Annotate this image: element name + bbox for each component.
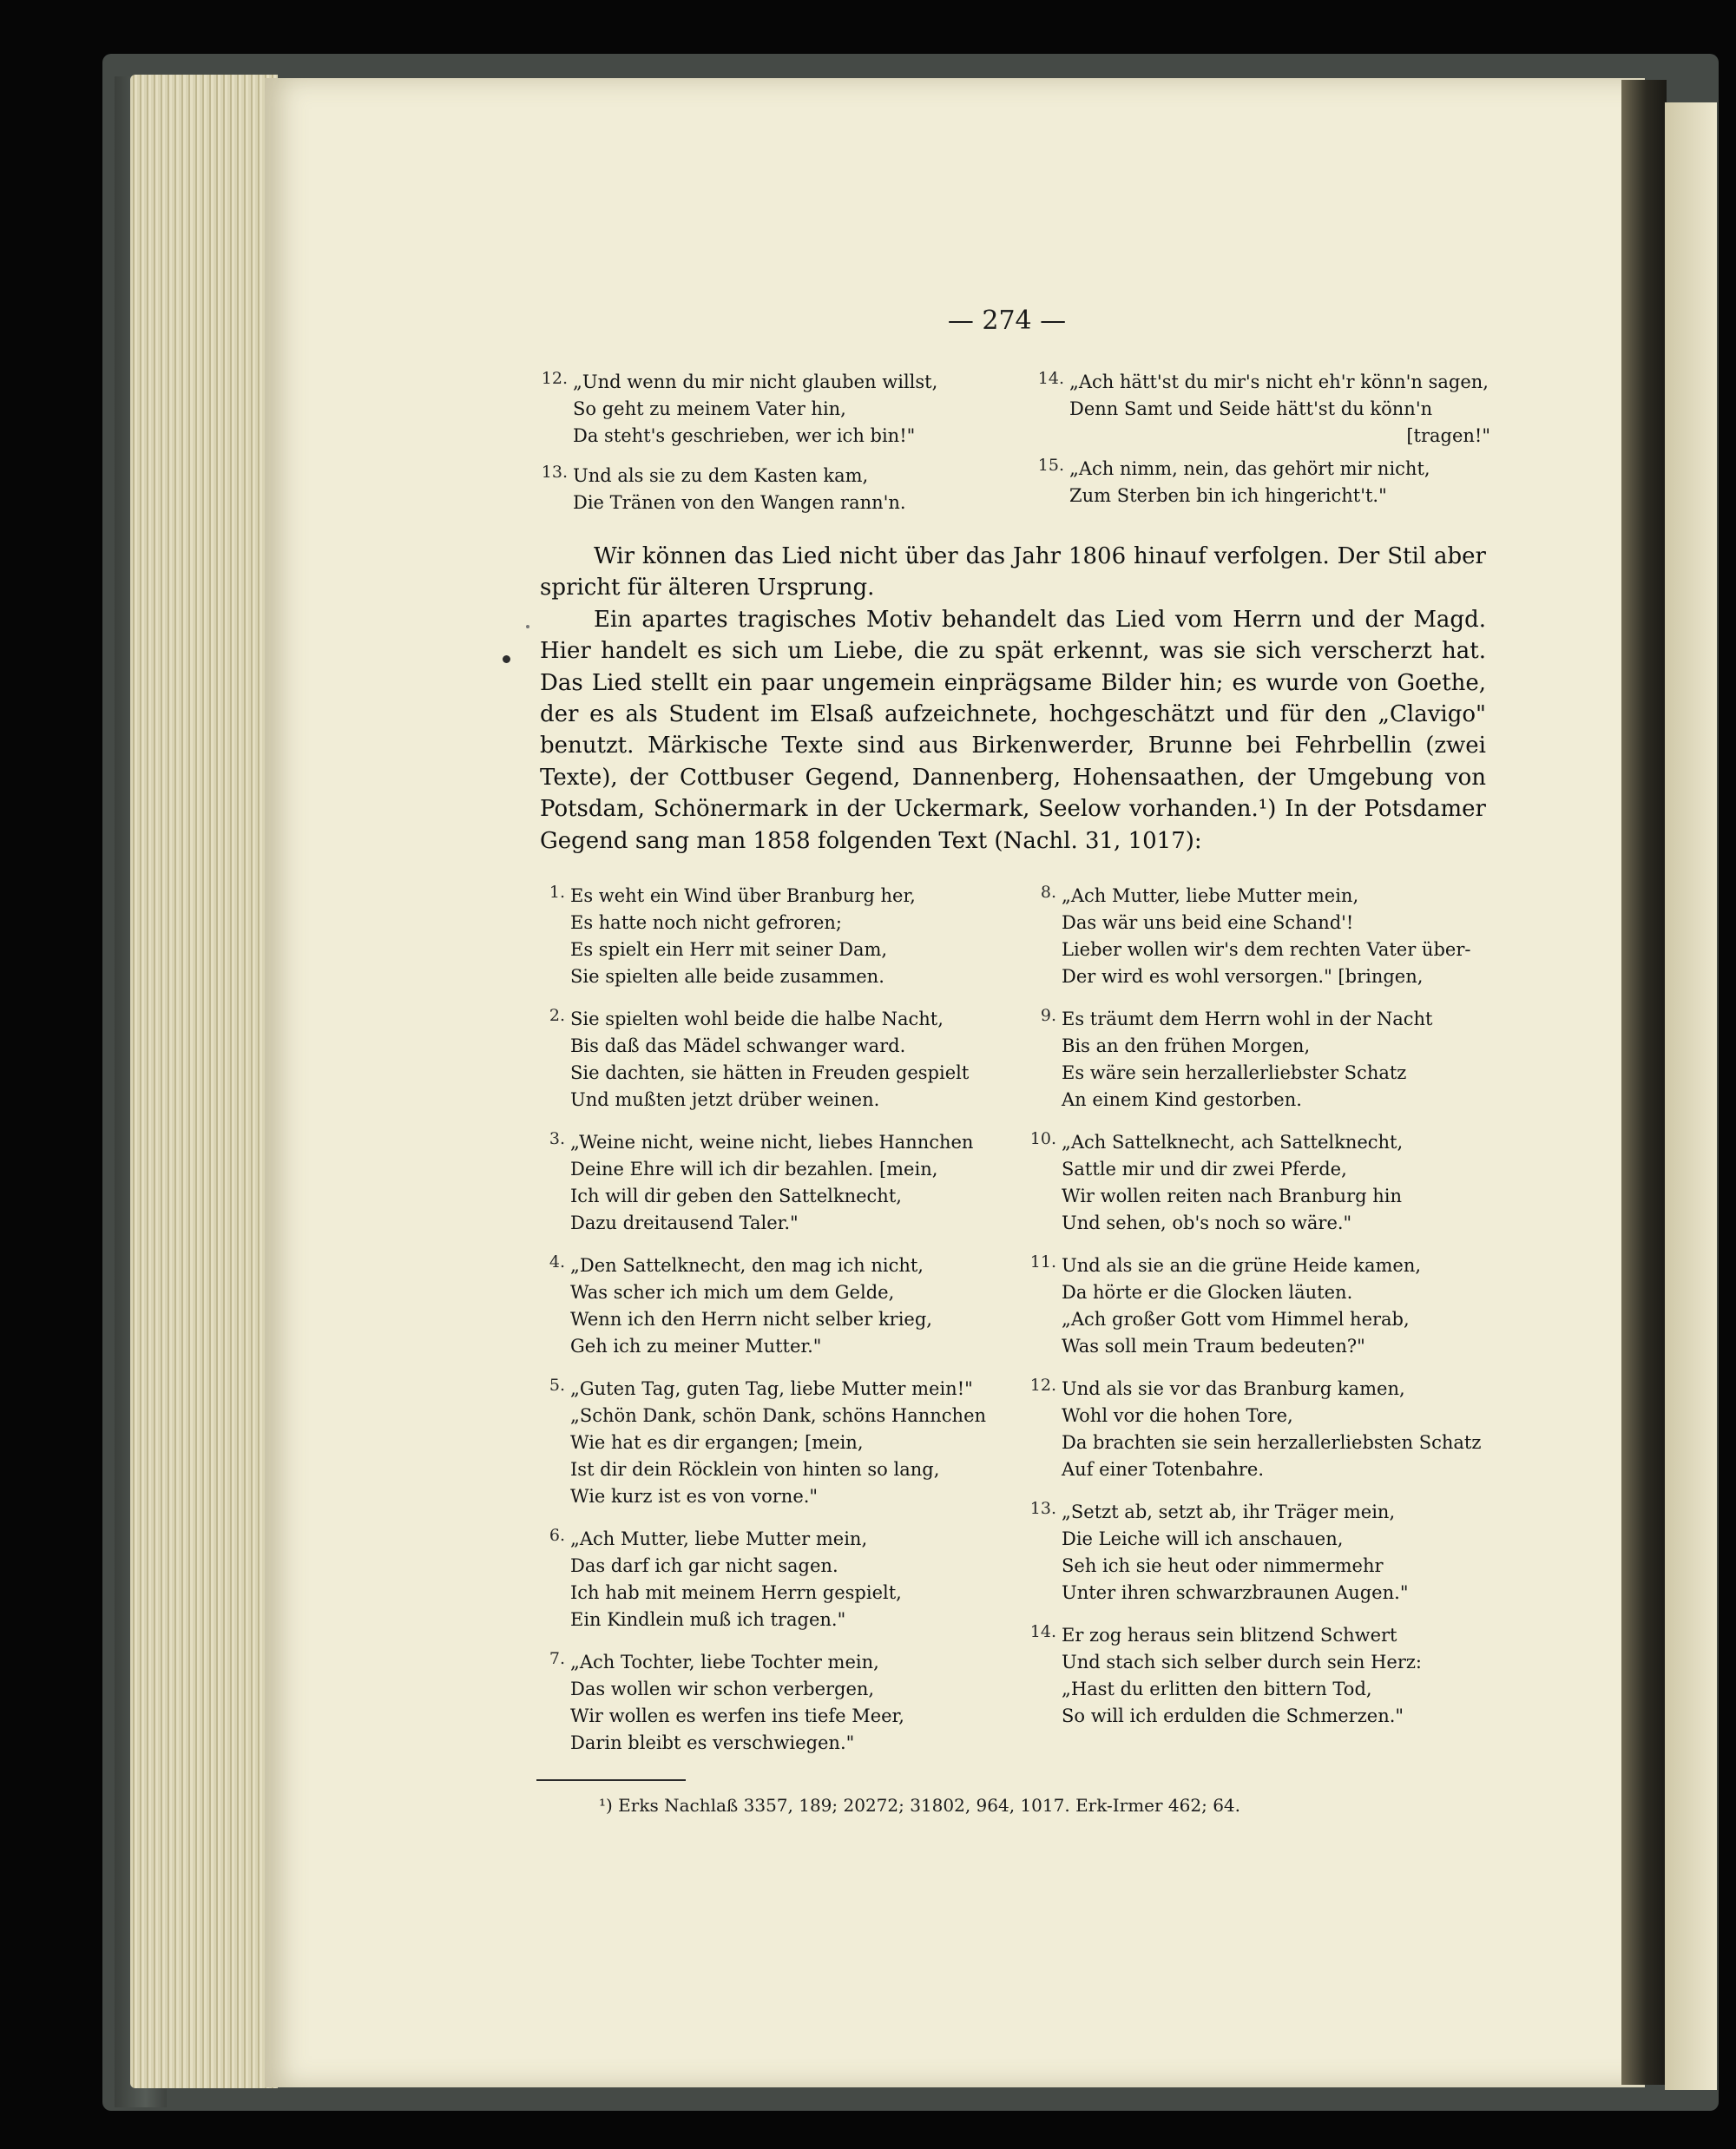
verse-line: „Schön Dank, schön Dank, schöns Hannchen bbox=[570, 1405, 987, 1426]
verse-line: „Guten Tag, guten Tag, liebe Mutter mein!" bbox=[570, 1378, 973, 1399]
verse-line: Da hörte er die Glocken läuten. bbox=[1062, 1282, 1353, 1303]
verse-line: „Ach Mutter, liebe Mutter mein, bbox=[570, 1528, 868, 1549]
verse-line: Das darf ich gar nicht sagen. bbox=[570, 1555, 838, 1576]
verse-line: Wir wollen es werfen ins tiefe Meer, bbox=[570, 1705, 904, 1726]
verse bbox=[1040, 883, 1483, 990]
verse-line: Lieber wollen wir's dem rechten Vater über- bbox=[1062, 939, 1471, 960]
verse-line: „Ach großer Gott vom Himmel herab, bbox=[1062, 1309, 1410, 1330]
verse-line: Wie hat es dir ergangen; [mein, bbox=[570, 1432, 864, 1453]
footnote: ¹) Erks Nachlaß 3357, 189; 20272; 31802, 964, 1017. Erk-Irmer 462; 64. bbox=[599, 1795, 1241, 1816]
verse bbox=[1029, 1499, 1483, 1607]
verse bbox=[1029, 1129, 1483, 1237]
verse-line: Und sehen, ob's noch so wäre." bbox=[1062, 1213, 1352, 1233]
verse-number: 12. bbox=[1029, 1376, 1056, 1395]
verse-line: Ist dir dein Röcklein von hinten so lang, bbox=[570, 1459, 940, 1480]
verse-line: Es wäre sein herzallerliebster Schatz bbox=[1062, 1062, 1407, 1083]
verse-number: 8. bbox=[1040, 883, 1056, 902]
verse-number: 12. bbox=[541, 369, 568, 388]
verse-number: 5. bbox=[549, 1376, 565, 1395]
verse-line: Sattle mir und dir zwei Pferde, bbox=[1062, 1159, 1347, 1180]
verse-line: Es träumt dem Herrn wohl in der Nacht bbox=[1062, 1009, 1433, 1029]
verse-line: Bis daß das Mädel schwanger ward. bbox=[570, 1035, 906, 1056]
verse-line: Die Leiche will ich anschauen, bbox=[1062, 1528, 1344, 1549]
verse-line: Wohl vor die hohen Tore, bbox=[1062, 1405, 1293, 1426]
paragraph: Wir können das Lied nicht über das Jahr 1806 hinauf verfolgen. Der Stil aber spricht für älteren Ursprung. bbox=[540, 543, 1486, 601]
song-verses-left bbox=[549, 883, 987, 1757]
margin-dot bbox=[526, 625, 529, 628]
verse-line: So will ich erdulden die Schmerzen." bbox=[1062, 1705, 1404, 1726]
verse-line: Auf einer Totenbahre. bbox=[1062, 1459, 1264, 1480]
verse bbox=[1037, 369, 1490, 450]
verse-line: „Hast du erlitten den bittern Tod, bbox=[1062, 1679, 1372, 1699]
page-edges bbox=[130, 75, 278, 2088]
verse-line: Die Tränen von den Wangen rann'n. bbox=[573, 492, 906, 513]
verse-line: Zum Sterben bin ich hingericht't." bbox=[1069, 485, 1387, 506]
verse-line: Das wollen wir schon verbergen, bbox=[570, 1679, 875, 1699]
verse bbox=[549, 1006, 986, 1114]
verse-line: „Setzt ab, setzt ab, ihr Träger mein, bbox=[1062, 1502, 1396, 1522]
verse-number: 6. bbox=[549, 1526, 565, 1545]
verse bbox=[549, 1129, 986, 1237]
verse-line: Ich hab mit meinem Herrn gespielt, bbox=[570, 1582, 902, 1603]
verse-number: 4. bbox=[549, 1252, 565, 1272]
top-verses-left bbox=[541, 369, 938, 516]
facing-page-edge bbox=[1665, 102, 1717, 2090]
verse-line: Der wird es wohl versorgen." [bringen, bbox=[1062, 966, 1424, 987]
verse-line: Und als sie an die grüne Heide kamen, bbox=[1062, 1255, 1422, 1276]
verse-number: 1. bbox=[549, 883, 565, 902]
verse-line: Unter ihren schwarzbraunen Augen." bbox=[1062, 1582, 1409, 1603]
verse-number: 11. bbox=[1029, 1252, 1056, 1272]
page-number: — 274 — bbox=[947, 306, 1067, 336]
verse-number: 13. bbox=[1029, 1499, 1056, 1518]
verse bbox=[1040, 1006, 1483, 1114]
verse-line: Geh ich zu meiner Mutter." bbox=[570, 1336, 822, 1357]
verse bbox=[549, 1252, 986, 1360]
verse-number: 2. bbox=[549, 1006, 565, 1025]
body-text bbox=[540, 541, 1486, 857]
verse-line: Deine Ehre will ich dir bezahlen. [mein, bbox=[570, 1159, 938, 1180]
verse bbox=[1029, 1376, 1483, 1483]
verse-line: Da steht's geschrieben, wer ich bin!" bbox=[573, 425, 916, 446]
verse-line: Darin bleibt es verschwiegen." bbox=[570, 1732, 855, 1753]
verse-line: Er zog heraus sein blitzend Schwert bbox=[1062, 1625, 1397, 1646]
verse bbox=[549, 883, 986, 990]
verse-line: Seh ich sie heut oder nimmermehr bbox=[1062, 1555, 1384, 1576]
verse-line: Es spielt ein Herr mit seiner Dam, bbox=[570, 939, 888, 960]
verse-line: So geht zu meinem Vater hin, bbox=[573, 398, 846, 419]
verse-line: „Weine nicht, weine nicht, liebes Hannchen bbox=[570, 1132, 974, 1153]
verse-line: Und als sie vor das Branburg kamen, bbox=[1062, 1378, 1405, 1399]
verse-line: Das wär uns beid eine Schand'! bbox=[1062, 912, 1354, 933]
verse-line: Und mußten jetzt drüber weinen. bbox=[570, 1089, 880, 1110]
verse-line: Was scher ich mich um dem Gelde, bbox=[570, 1282, 895, 1303]
verse-number: 10. bbox=[1029, 1129, 1056, 1148]
verse-line: „Ach Mutter, liebe Mutter mein, bbox=[1062, 885, 1359, 906]
verse bbox=[541, 369, 938, 450]
verse-line: „Den Sattelknecht, den mag ich nicht, bbox=[570, 1255, 924, 1276]
verse-number: 13. bbox=[541, 463, 568, 482]
verse-line: Was soll mein Traum bedeuten?" bbox=[1062, 1336, 1365, 1357]
song-verses-right bbox=[1029, 883, 1483, 1730]
verse-number: 7. bbox=[549, 1649, 565, 1668]
verse-number: 3. bbox=[549, 1129, 565, 1148]
verse-line: Dazu dreitausend Taler." bbox=[570, 1213, 799, 1233]
verse bbox=[549, 1526, 986, 1633]
top-verses-right bbox=[1037, 369, 1490, 509]
verse-line: „Ach hätt'st du mir's nicht eh'r könn'n sagen, bbox=[1069, 371, 1489, 392]
verse bbox=[549, 1376, 987, 1510]
verse bbox=[541, 463, 937, 516]
verse-line: Und stach sich selber durch sein Herz: bbox=[1062, 1652, 1423, 1673]
verse-line: Wir wollen reiten nach Branburg hin bbox=[1062, 1186, 1402, 1206]
verse-line: „Ach nimm, nein, das gehört mir nicht, bbox=[1069, 458, 1430, 479]
verse-number: 9. bbox=[1040, 1006, 1056, 1025]
verse-line: Wie kurz ist es von vorne." bbox=[570, 1486, 819, 1507]
footnote-rule bbox=[536, 1779, 686, 1781]
verse-line: „Ach Tochter, liebe Tochter mein, bbox=[570, 1652, 879, 1673]
verse-line: Denn Samt und Seide hätt'st du könn'n bbox=[1069, 398, 1433, 419]
margin-dot bbox=[503, 655, 510, 663]
verse-line: Es hatte noch nicht gefroren; bbox=[570, 912, 842, 933]
verse-number: 14. bbox=[1037, 369, 1064, 388]
verse bbox=[1037, 456, 1490, 509]
verse-line: Ein Kindlein muß ich tragen." bbox=[570, 1609, 846, 1630]
verse bbox=[1029, 1622, 1483, 1730]
verse-line: An einem Kind gestorben. bbox=[1062, 1089, 1302, 1110]
verse-line: Da brachten sie sein herzallerliebsten Schatz bbox=[1062, 1432, 1482, 1453]
verse-line: Es weht ein Wind über Branburg her, bbox=[570, 885, 916, 906]
verse-line: Sie spielten wohl beide die halbe Nacht, bbox=[570, 1009, 944, 1029]
page-gutter bbox=[1621, 80, 1667, 2085]
verse-line: „Ach Sattelknecht, ach Sattelknecht, bbox=[1062, 1132, 1404, 1153]
verse-line: Und als sie zu dem Kasten kam, bbox=[573, 465, 869, 486]
verse-line: [tragen!" bbox=[1406, 425, 1490, 446]
verse-number: 15. bbox=[1037, 456, 1064, 475]
verse-line: „Und wenn du mir nicht glauben willst, bbox=[573, 371, 938, 392]
verse bbox=[549, 1649, 986, 1757]
verse-line: Ich will dir geben den Sattelknecht, bbox=[570, 1186, 902, 1206]
verse-line: Wenn ich den Herrn nicht selber krieg, bbox=[570, 1309, 932, 1330]
paragraph: Ein apartes tragisches Motiv behandelt das Lied vom Herrn und der Magd. Hier handelt es sich um Liebe, die zu spät erkennt, was sie sich verscherzt hat. Das Lied stellt ein paar ungemein einprägsame Bilder hin; es wurde von Goethe, der es als Student im Elsaß aufzeichnete, hochgeschätzt und für den „Clavigo" benutzt. Märkische Texte sind aus Birkenwerder, Brunne bei Fehrbellin (zwei Texte), der Cottbuser Gegend, Dannenberg, Hohensaathen, der Umgebung von Potsdam, Schönermark in der Uckermark, Seelow vorhanden.¹) In der Potsdamer Gegend sang man 1858 folgenden Text (Nachl. 31, 1017): bbox=[540, 606, 1486, 854]
verse-line: Bis an den frühen Morgen, bbox=[1062, 1035, 1311, 1056]
verse-line: Sie spielten alle beide zusammen. bbox=[570, 966, 884, 987]
verse-line: Sie dachten, sie hätten in Freuden gespielt bbox=[570, 1062, 970, 1083]
verse bbox=[1029, 1252, 1483, 1360]
verse-number: 14. bbox=[1029, 1622, 1056, 1641]
